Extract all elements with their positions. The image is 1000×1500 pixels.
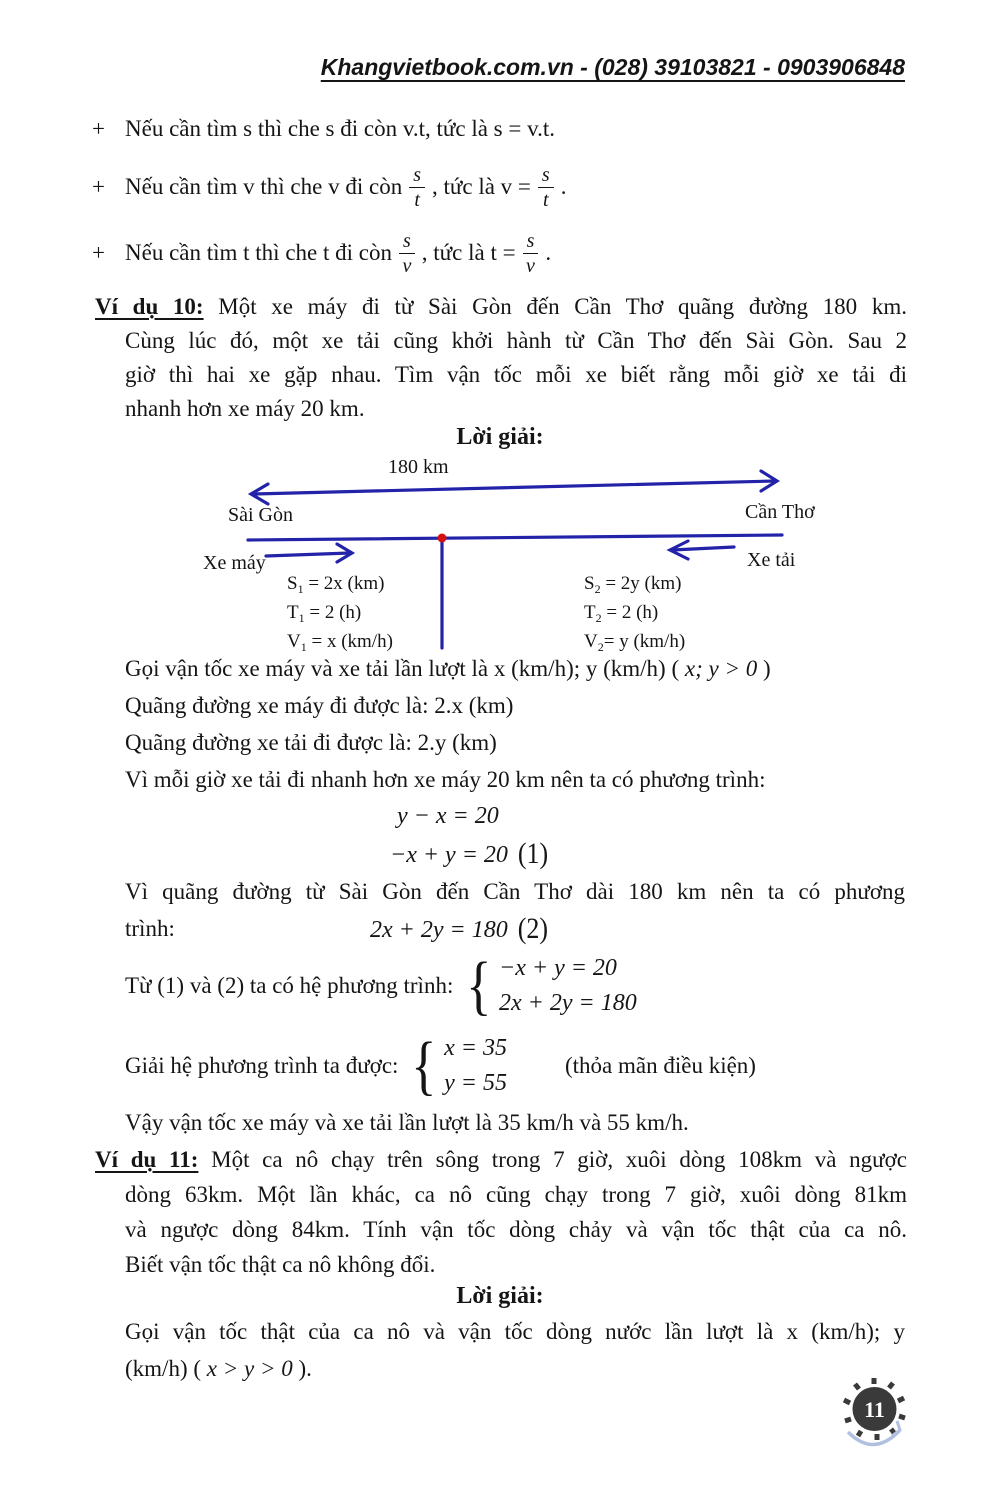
bullet-text: Nếu cần tìm t thì che t đi còn bbox=[125, 240, 392, 265]
route-diagram-lines bbox=[0, 456, 1000, 650]
bullet-text: , tức là v = bbox=[432, 174, 531, 199]
bullet-text: Nếu cần tìm s thì che s đi còn v.t, tức là s = v.t. bbox=[125, 116, 555, 141]
bullet-text: . bbox=[545, 240, 552, 265]
system-of-equations bbox=[125, 948, 637, 1024]
example10-problem bbox=[95, 290, 907, 426]
formula-bullet-s bbox=[92, 112, 922, 146]
solution-heading-2: Lời giải: bbox=[456, 1283, 544, 1309]
fraction-numerator: s bbox=[409, 164, 425, 188]
city-label-cantho: Cần Thơ bbox=[745, 501, 815, 523]
road-line bbox=[248, 535, 782, 540]
solution10-para2-line2: trình: 2x + 2y = 180 (2) bbox=[125, 912, 549, 945]
solve-intro: Giải hệ phương trình ta được: bbox=[125, 1053, 399, 1078]
example11-line3: và ngược dòng 84km. Tính vận tốc dòng chảy và vận tốc thật của ca nô. bbox=[125, 1217, 907, 1242]
example10-line2: Cùng lúc đó, một xe tải cũng khởi hành từ Cần Thơ đến Sài Gòn. Sau 2 bbox=[125, 328, 907, 353]
equation-tag-2: (2) bbox=[517, 912, 549, 945]
example10-label: Ví dụ 10: bbox=[95, 294, 204, 319]
vehicle-label-xetai: Xe tải bbox=[747, 549, 796, 571]
example11-line1 bbox=[95, 1142, 907, 1177]
bullet-text: . bbox=[560, 174, 567, 199]
equation-v2: $V_2= y$ (km/h) bbox=[584, 631, 686, 654]
brace-icon: { bbox=[466, 949, 492, 1022]
condition-note: (thỏa mãn điều kiện) bbox=[565, 1053, 756, 1078]
example10-line3: giờ thì hai xe gặp nhau. Tìm vận tốc mỗi xe biết rằng mỗi giờ xe tải đi bbox=[125, 362, 907, 387]
example10-line1 bbox=[95, 290, 907, 324]
bullet-text: Nếu cần tìm v thì che v đi còn bbox=[125, 174, 403, 199]
fraction-numerator: s bbox=[538, 164, 554, 188]
solution10-line4: Vì mỗi giờ xe tải đi nhanh hơn xe máy 20 km nên ta có phương trình: bbox=[125, 767, 766, 792]
fraction-s-over-v bbox=[399, 230, 415, 277]
bullet-marker: + bbox=[92, 116, 105, 141]
formula-bullet-t bbox=[92, 216, 922, 290]
vehicle-label-xemay: Xe máy bbox=[203, 552, 266, 574]
solution11-line2: (km/h) ( x > y > 0 ). bbox=[125, 1356, 312, 1381]
example11-line2: dòng 63km. Một lần khác, ca nô cũng chạy trong 7 giờ, xuôi dòng 81km bbox=[125, 1182, 907, 1207]
solution10-line2: Quãng đường xe máy đi được là: 2.x (km) bbox=[125, 693, 514, 718]
fraction-s-over-v bbox=[523, 230, 539, 277]
equation-1a: y − x = 20 bbox=[397, 803, 499, 829]
gear-page-icon bbox=[838, 1374, 916, 1464]
meeting-point-dot bbox=[438, 534, 447, 543]
system-intro: Từ (1) và (2) ta có hệ phương trình: bbox=[125, 973, 454, 998]
city-label-saigon: Sài Gòn bbox=[228, 504, 293, 526]
xe-tai-arrow bbox=[672, 547, 734, 550]
xe-may-arrow bbox=[266, 553, 350, 556]
bullet-text: , tức là t = bbox=[421, 240, 516, 265]
diagram-equations-left bbox=[287, 572, 393, 659]
solution10-conclusion: Vậy vận tốc xe máy và xe tải lần lượt là 35 km/h và 55 km/h. bbox=[125, 1110, 689, 1135]
fraction-s-over-t bbox=[538, 164, 554, 211]
example11-label: Ví dụ 11: bbox=[95, 1147, 199, 1172]
math-condition: x; y > 0 bbox=[684, 656, 758, 681]
system-solution bbox=[125, 1026, 756, 1106]
system-eq2: 2x + 2y = 180 bbox=[499, 990, 637, 1016]
example11-line4: Biết vận tốc thật ca nô không đổi. bbox=[125, 1252, 436, 1277]
system-eq1: −x + y = 20 bbox=[499, 955, 617, 981]
fraction-denominator: v bbox=[402, 254, 412, 277]
fraction-numerator: s bbox=[399, 230, 415, 254]
result-eq2: y = 55 bbox=[444, 1070, 507, 1096]
page-number-badge bbox=[838, 1374, 916, 1464]
fraction-denominator: v bbox=[526, 254, 535, 277]
system-equations bbox=[499, 951, 637, 1021]
fraction-s-over-t bbox=[409, 164, 425, 211]
example11-problem bbox=[95, 1142, 907, 1282]
fraction-numerator: s bbox=[523, 230, 539, 254]
solution10-para2-line1: Vì quãng đường từ Sài Gòn đến Cần Thơ dài 180 km nên ta có phương bbox=[125, 879, 905, 904]
equation-1b: −x + y = 20 (1) bbox=[390, 837, 549, 870]
bullet-marker: + bbox=[92, 240, 105, 265]
diagram-equations-right bbox=[584, 572, 685, 659]
solution-heading-1: Lời giải: bbox=[456, 424, 544, 450]
equation-s1: $S_1 = 2x$ (km) bbox=[287, 573, 385, 596]
solution10-text bbox=[125, 650, 915, 798]
header-website-phone: Khangvietbook.com.vn - (028) 39103821 - 0903906848 bbox=[320, 54, 905, 80]
bullet-marker: + bbox=[92, 174, 105, 199]
example10-line4: nhanh hơn xe máy 20 km. bbox=[125, 396, 365, 421]
equation-t1: $T_1 = 2$ (h) bbox=[287, 602, 362, 625]
result-eq1: x = 35 bbox=[444, 1035, 507, 1061]
equation-s2: $S_2 = 2y$ (km) bbox=[584, 573, 682, 596]
example10-text: Một xe máy đi từ Sài Gòn đến Cần Thơ quãng đường 180 km. bbox=[203, 294, 907, 319]
result-equations bbox=[444, 1031, 507, 1101]
equation-tag-1: (1) bbox=[517, 837, 549, 870]
route-diagram bbox=[0, 456, 1000, 654]
example11-text: Một ca nô chạy trên sông trong 7 giờ, xuôi dòng 108km và ngược bbox=[198, 1147, 907, 1172]
solution10-line3: Quãng đường xe tải đi được là: 2.y (km) bbox=[125, 730, 497, 755]
page-header bbox=[0, 54, 905, 81]
brace-icon: { bbox=[411, 1029, 437, 1102]
equation-v1: $V_1 = x$ (km/h) bbox=[287, 631, 393, 654]
equation-2: 2x + 2y = 180 (2) bbox=[370, 912, 549, 945]
math-condition: x > y > 0 bbox=[206, 1356, 293, 1381]
distance-arrow bbox=[253, 481, 775, 494]
solution11-line1: Gọi vận tốc thật của ca nô và vận tốc dòng nước lần lượt là x (km/h); y bbox=[125, 1319, 905, 1344]
fraction-denominator: t bbox=[414, 188, 420, 211]
equation-t2: $T_2 = 2$ (h) bbox=[584, 602, 659, 625]
formula-bullet-v bbox=[92, 150, 922, 224]
fraction-denominator: t bbox=[543, 188, 549, 211]
distance-label: 180 km bbox=[388, 456, 449, 478]
solution10-line1: Gọi vận tốc xe máy và xe tải lần lượt là x (km/h); y (km/h) ( x; y > 0 ) bbox=[125, 656, 771, 681]
page-number: 11 bbox=[864, 1397, 885, 1422]
